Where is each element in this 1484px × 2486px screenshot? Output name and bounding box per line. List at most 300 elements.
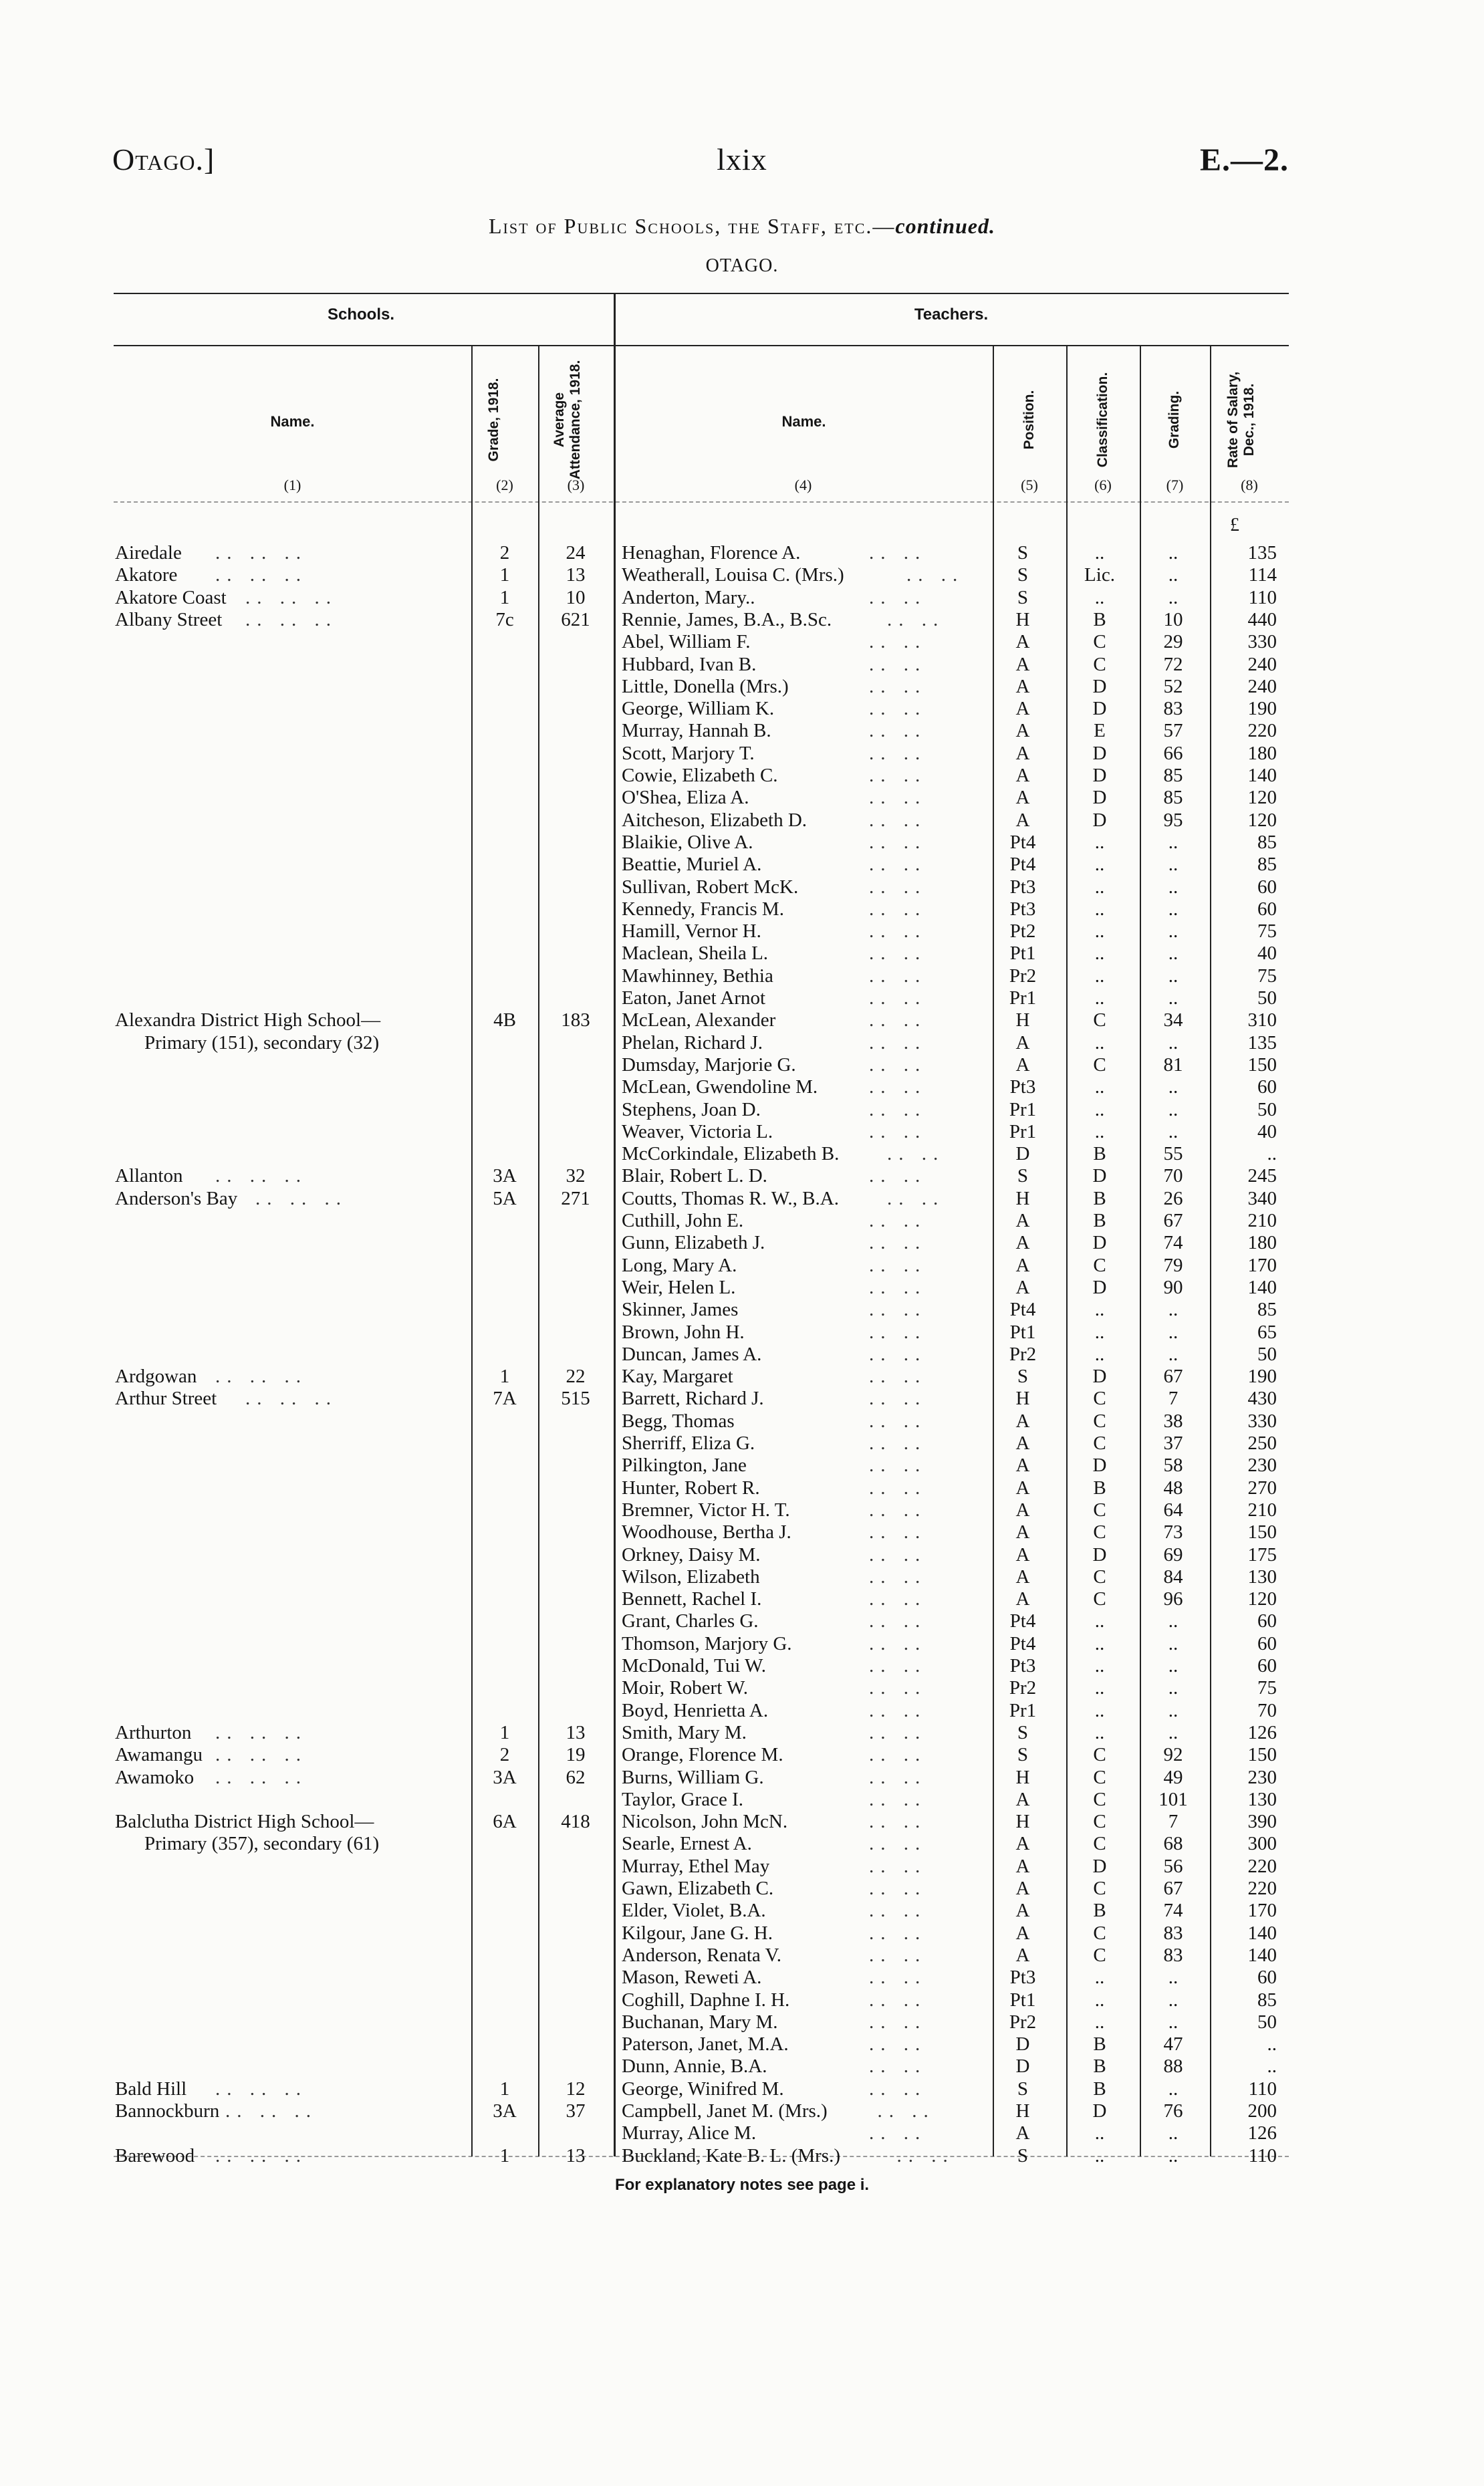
classification-cell: .. bbox=[1094, 1031, 1105, 1053]
leader-dots: .. .. .. bbox=[215, 1766, 307, 1788]
group-rule bbox=[114, 345, 1289, 346]
classification-cell: .. bbox=[1094, 1967, 1105, 1989]
position-cell: A bbox=[1015, 765, 1030, 786]
school-name: Allanton bbox=[115, 1165, 183, 1187]
grading-cell: 90 bbox=[1163, 1276, 1183, 1298]
classification-cell: .. bbox=[1094, 1721, 1105, 1743]
school-name: Anderson's Bay bbox=[115, 1187, 238, 1209]
grading-cell: 101 bbox=[1158, 1788, 1188, 1810]
leader-dots: .. .. bbox=[887, 608, 945, 630]
salary-cell: 75 bbox=[1257, 920, 1277, 943]
classification-cell: D bbox=[1092, 742, 1107, 764]
salary-cell: 270 bbox=[1247, 1477, 1277, 1499]
table-row bbox=[0, 1610, 1484, 1632]
position-cell: S bbox=[1017, 1744, 1029, 1766]
salary-cell: 230 bbox=[1247, 1766, 1277, 1788]
col-classification: Classification. bbox=[1095, 372, 1110, 468]
position-cell: S bbox=[1017, 1721, 1029, 1743]
position-cell: Pt1 bbox=[1009, 1989, 1036, 2011]
attendance-cell: 12 bbox=[566, 2078, 586, 2100]
teacher-name: Hubbard, Ivan B. bbox=[622, 653, 757, 675]
leader-dots: .. .. .. bbox=[215, 2078, 307, 2100]
teacher-name: Gawn, Elizabeth C. bbox=[622, 1878, 774, 1899]
classification-cell: .. bbox=[1094, 831, 1105, 853]
leader-dots: .. .. bbox=[869, 831, 927, 853]
salary-cell: 210 bbox=[1247, 1499, 1277, 1521]
title-main: List of Public Schools, the Staff, etc.— bbox=[489, 214, 896, 238]
teacher-name: McLean, Alexander bbox=[622, 1009, 776, 1031]
school-name: Akatore bbox=[115, 564, 178, 586]
teacher-name: Mason, Reweti A. bbox=[622, 1967, 762, 1989]
table-row bbox=[0, 764, 1484, 787]
table-row bbox=[0, 1387, 1484, 1410]
leader-dots: .. .. bbox=[869, 1254, 927, 1276]
position-cell: H bbox=[1015, 2100, 1030, 2122]
leader-dots: .. .. bbox=[869, 1610, 927, 1632]
table-row bbox=[0, 653, 1484, 676]
grade-cell: 1 bbox=[499, 1721, 510, 1743]
position-cell: A bbox=[1015, 1276, 1030, 1298]
salary-cell: 65 bbox=[1257, 1321, 1277, 1343]
table-row bbox=[0, 1543, 1484, 1566]
salary-cell: 170 bbox=[1247, 1254, 1277, 1276]
teacher-name: Woodhouse, Bertha J. bbox=[622, 1521, 791, 1543]
teacher-name: Rennie, James, B.A., B.Sc. bbox=[622, 608, 832, 630]
school-name: Primary (151), secondary (32) bbox=[144, 1031, 380, 1053]
table-row bbox=[0, 1588, 1484, 1610]
leader-dots: .. .. .. bbox=[245, 608, 338, 630]
position-cell: A bbox=[1015, 2122, 1030, 2144]
table-row bbox=[0, 1632, 1484, 1655]
grading-cell: 55 bbox=[1163, 1143, 1183, 1165]
grading-cell: .. bbox=[1168, 898, 1179, 920]
table-row bbox=[0, 2055, 1484, 2078]
grading-cell: .. bbox=[1168, 2078, 1179, 2100]
grading-cell: 74 bbox=[1163, 1900, 1183, 1922]
leader-dots: .. .. bbox=[896, 2144, 955, 2166]
table-row bbox=[0, 1432, 1484, 1455]
table-row bbox=[0, 2011, 1484, 2033]
grading-cell: .. bbox=[1168, 542, 1179, 564]
grade-cell: 4B bbox=[493, 1009, 516, 1031]
grading-cell: .. bbox=[1168, 1343, 1179, 1365]
table-row bbox=[0, 586, 1484, 609]
salary-cell: .. bbox=[1267, 2056, 1277, 2078]
salary-cell: 330 bbox=[1247, 1410, 1277, 1432]
teacher-name: Pilkington, Jane bbox=[622, 1455, 747, 1477]
classification-cell: D bbox=[1092, 1232, 1107, 1254]
position-cell: H bbox=[1015, 1388, 1030, 1410]
classification-cell: .. bbox=[1094, 1677, 1105, 1699]
classification-cell: D bbox=[1092, 698, 1107, 720]
classification-cell: .. bbox=[1094, 586, 1105, 608]
teacher-name: Nicolson, John McN. bbox=[622, 1811, 788, 1833]
teacher-name: Kennedy, Francis M. bbox=[622, 898, 784, 920]
classification-cell: D bbox=[1092, 1455, 1107, 1477]
col-teacher-name: Name. bbox=[781, 413, 826, 430]
col-grading: Grading. bbox=[1166, 390, 1182, 449]
salary-cell: 130 bbox=[1247, 1788, 1277, 1810]
leader-dots: .. .. bbox=[869, 1232, 927, 1254]
grade-cell: 1 bbox=[499, 564, 510, 586]
leader-dots: .. .. .. bbox=[215, 542, 307, 564]
position-cell: A bbox=[1015, 720, 1030, 742]
grading-cell: 10 bbox=[1163, 608, 1183, 630]
grade-cell: 3A bbox=[493, 2100, 517, 2122]
leader-dots: .. .. .. bbox=[215, 1366, 307, 1388]
teacher-name: Murray, Ethel May bbox=[622, 1855, 770, 1877]
position-cell: Pt3 bbox=[1009, 1076, 1036, 1098]
table-row bbox=[0, 1989, 1484, 2011]
table-row bbox=[0, 1231, 1484, 1254]
salary-cell: 140 bbox=[1247, 765, 1277, 786]
position-cell: D bbox=[1015, 2033, 1030, 2056]
leader-dots: .. .. bbox=[869, 1811, 927, 1833]
grading-cell: 26 bbox=[1163, 1187, 1183, 1209]
table-row bbox=[0, 1076, 1484, 1098]
teacher-name: Skinner, James bbox=[622, 1299, 739, 1321]
teacher-name: Smith, Mary M. bbox=[622, 1721, 747, 1743]
teacher-name: Blair, Robert L. D. bbox=[622, 1165, 767, 1187]
teacher-name: Wilson, Elizabeth bbox=[622, 1566, 760, 1588]
grading-cell: 49 bbox=[1163, 1766, 1183, 1788]
salary-cell: 180 bbox=[1247, 742, 1277, 764]
leader-dots: .. .. bbox=[869, 1009, 927, 1031]
salary-cell: 110 bbox=[1248, 2078, 1277, 2100]
leader-dots: .. .. bbox=[887, 1143, 945, 1165]
teacher-name: Duncan, James A. bbox=[622, 1343, 762, 1365]
table-row bbox=[0, 1187, 1484, 1210]
table-row bbox=[0, 2033, 1484, 2056]
attendance-cell: 183 bbox=[561, 1009, 590, 1031]
teacher-name: Thomson, Marjory G. bbox=[622, 1632, 792, 1654]
classification-cell: .. bbox=[1094, 965, 1105, 987]
group-teachers: Teachers. bbox=[914, 305, 989, 324]
position-cell: Pr1 bbox=[1009, 987, 1037, 1009]
position-cell: D bbox=[1015, 1143, 1030, 1165]
leader-dots: .. .. bbox=[869, 1053, 927, 1076]
leader-dots: .. .. bbox=[869, 720, 927, 742]
grade-cell: 5A bbox=[493, 1187, 517, 1209]
grading-cell: 79 bbox=[1163, 1254, 1183, 1276]
grading-cell: 52 bbox=[1163, 675, 1183, 697]
attendance-cell: 13 bbox=[566, 564, 586, 586]
salary-cell: 330 bbox=[1247, 631, 1277, 653]
salary-cell: 85 bbox=[1257, 831, 1277, 853]
grading-cell: .. bbox=[1168, 831, 1179, 853]
position-cell: A bbox=[1015, 787, 1030, 809]
salary-cell: 120 bbox=[1247, 1588, 1277, 1610]
position-cell: A bbox=[1015, 1566, 1030, 1588]
classification-cell: D bbox=[1092, 765, 1107, 786]
position-cell: S bbox=[1017, 564, 1029, 586]
classification-cell: C bbox=[1093, 1009, 1106, 1031]
leader-dots: .. .. bbox=[869, 2056, 927, 2078]
grading-cell: 73 bbox=[1163, 1521, 1183, 1543]
table-row bbox=[0, 920, 1484, 943]
table-row bbox=[0, 1676, 1484, 1699]
teacher-name: Campbell, Janet M. (Mrs.) bbox=[622, 2100, 828, 2122]
table-row bbox=[0, 1477, 1484, 1499]
salary-cell: 135 bbox=[1247, 1031, 1277, 1053]
leader-dots: .. .. bbox=[869, 1031, 927, 1053]
leader-dots: .. .. bbox=[869, 1433, 927, 1454]
table-row bbox=[0, 1098, 1484, 1121]
leader-dots: .. .. bbox=[869, 965, 927, 987]
leader-dots: .. .. .. bbox=[245, 1388, 338, 1410]
table-row bbox=[0, 1566, 1484, 1588]
table-row bbox=[0, 1721, 1484, 1744]
classification-cell: C bbox=[1093, 1833, 1106, 1855]
salary-cell: 175 bbox=[1247, 1543, 1277, 1566]
classification-cell: .. bbox=[1094, 1632, 1105, 1654]
salary-cell: 220 bbox=[1247, 720, 1277, 742]
grading-cell: .. bbox=[1168, 1721, 1179, 1743]
salary-cell: 40 bbox=[1257, 1120, 1277, 1142]
classification-cell: .. bbox=[1094, 1120, 1105, 1142]
classification-cell: B bbox=[1093, 1187, 1106, 1209]
table-row bbox=[0, 1855, 1484, 1878]
classification-cell: C bbox=[1093, 1766, 1106, 1788]
table-row bbox=[0, 1499, 1484, 1521]
salary-cell: 50 bbox=[1257, 1098, 1277, 1120]
salary-cell: 310 bbox=[1247, 1009, 1277, 1031]
grade-cell: 1 bbox=[499, 1366, 510, 1388]
classification-cell: Lic. bbox=[1084, 564, 1115, 586]
table-row bbox=[0, 2122, 1484, 2144]
leader-dots: .. .. bbox=[869, 1098, 927, 1120]
classification-cell: D bbox=[1092, 1366, 1107, 1388]
position-cell: S bbox=[1017, 2144, 1029, 2166]
leader-dots: .. .. bbox=[906, 564, 965, 586]
classification-cell: .. bbox=[1094, 1098, 1105, 1120]
position-cell: Pr1 bbox=[1009, 1120, 1037, 1142]
table-row bbox=[0, 1966, 1484, 1989]
grading-cell: .. bbox=[1168, 1699, 1179, 1721]
teacher-name: Buchanan, Mary M. bbox=[622, 2011, 778, 2033]
leader-dots: .. .. bbox=[869, 854, 927, 876]
currency-symbol: £ bbox=[1230, 515, 1239, 535]
teacher-name: Brown, John H. bbox=[622, 1321, 745, 1343]
salary-cell: 60 bbox=[1257, 898, 1277, 920]
header-left: Otago.] bbox=[112, 142, 215, 176]
salary-cell: 60 bbox=[1257, 876, 1277, 898]
teacher-name: Cuthill, John E. bbox=[622, 1210, 744, 1231]
salary-cell: 200 bbox=[1247, 2100, 1277, 2122]
grading-cell: .. bbox=[1168, 564, 1179, 586]
col-num-1: (1) bbox=[283, 477, 301, 493]
grading-cell: 95 bbox=[1163, 809, 1183, 831]
attendance-cell: 37 bbox=[566, 2100, 586, 2122]
position-cell: A bbox=[1015, 675, 1030, 697]
position-cell: A bbox=[1015, 631, 1030, 653]
grade-cell: 2 bbox=[499, 542, 510, 564]
leader-dots: .. .. bbox=[869, 1721, 927, 1743]
salary-cell: 220 bbox=[1247, 1855, 1277, 1877]
grading-cell: 7 bbox=[1168, 1811, 1179, 1833]
grading-cell: 68 bbox=[1163, 1833, 1183, 1855]
position-cell: A bbox=[1015, 1788, 1030, 1810]
classification-cell: D bbox=[1092, 675, 1107, 697]
table-row bbox=[0, 2078, 1484, 2100]
classification-cell: .. bbox=[1094, 2144, 1105, 2166]
group-schools: Schools. bbox=[327, 305, 395, 324]
grading-cell: .. bbox=[1168, 1632, 1179, 1654]
leader-dots: .. .. bbox=[869, 1210, 927, 1231]
leader-dots: .. .. .. bbox=[245, 586, 338, 608]
header-bottom-rule bbox=[114, 501, 1289, 503]
leader-dots: .. .. .. bbox=[215, 1721, 307, 1743]
table-row bbox=[0, 1699, 1484, 1722]
position-cell: Pt1 bbox=[1009, 1321, 1036, 1343]
attendance-cell: 418 bbox=[561, 1811, 590, 1833]
grading-cell: .. bbox=[1168, 965, 1179, 987]
grading-cell: 64 bbox=[1163, 1499, 1183, 1521]
position-cell: Pt3 bbox=[1009, 1967, 1036, 1989]
grading-cell: .. bbox=[1168, 1321, 1179, 1343]
page-title bbox=[0, 214, 1484, 239]
leader-dots: .. .. bbox=[869, 1878, 927, 1899]
salary-cell: 126 bbox=[1247, 2122, 1277, 2144]
table-row bbox=[0, 1521, 1484, 1543]
position-cell: A bbox=[1015, 1499, 1030, 1521]
grade-cell: 3A bbox=[493, 1766, 517, 1788]
position-cell: A bbox=[1015, 1878, 1030, 1899]
table-row bbox=[0, 1922, 1484, 1945]
col-position: Position. bbox=[1021, 390, 1037, 450]
leader-dots: .. .. bbox=[869, 1120, 927, 1142]
salary-cell: 75 bbox=[1257, 965, 1277, 987]
teacher-name: Moir, Robert W. bbox=[622, 1677, 748, 1699]
region-heading: OTAGO. bbox=[705, 255, 779, 276]
classification-cell: D bbox=[1092, 1165, 1107, 1187]
leader-dots: .. .. bbox=[869, 2033, 927, 2056]
school-name: Bald Hill bbox=[115, 2078, 187, 2100]
teacher-name: Bremner, Victor H. T. bbox=[622, 1499, 790, 1521]
table-row bbox=[0, 1766, 1484, 1789]
leader-dots: .. .. .. bbox=[255, 1187, 348, 1209]
teacher-name: Grant, Charles G. bbox=[622, 1610, 759, 1632]
school-name: Alexandra District High School— bbox=[115, 1009, 381, 1031]
teacher-name: Blaikie, Olive A. bbox=[622, 831, 753, 853]
position-cell: A bbox=[1015, 698, 1030, 720]
attendance-cell: 10 bbox=[566, 586, 586, 608]
position-cell: Pt4 bbox=[1009, 831, 1036, 853]
leader-dots: .. .. bbox=[869, 1499, 927, 1521]
table-row bbox=[0, 1142, 1484, 1165]
classification-cell: C bbox=[1093, 1521, 1106, 1543]
salary-cell: 140 bbox=[1247, 1922, 1277, 1944]
salary-cell: 220 bbox=[1247, 1878, 1277, 1899]
salary-cell: 140 bbox=[1247, 1276, 1277, 1298]
position-cell: Pr2 bbox=[1009, 965, 1037, 987]
position-cell: H bbox=[1015, 1766, 1030, 1788]
teacher-name: Anderson, Renata V. bbox=[622, 1944, 781, 1966]
teacher-name: Maclean, Sheila L. bbox=[622, 943, 769, 965]
col-grade: Grade, 1918. bbox=[486, 378, 501, 462]
classification-cell: .. bbox=[1094, 542, 1105, 564]
position-cell: A bbox=[1015, 1477, 1030, 1499]
leader-dots: .. .. bbox=[869, 1967, 927, 1989]
grading-cell: 57 bbox=[1163, 720, 1183, 742]
salary-cell: 135 bbox=[1247, 542, 1277, 564]
grade-cell: 2 bbox=[499, 1744, 510, 1766]
table-row bbox=[0, 786, 1484, 809]
position-cell: A bbox=[1015, 1900, 1030, 1922]
teacher-name: Abel, William F. bbox=[622, 631, 751, 653]
leader-dots: .. .. bbox=[869, 876, 927, 898]
teacher-name: Little, Donella (Mrs.) bbox=[622, 675, 789, 697]
salary-cell: 340 bbox=[1247, 1187, 1277, 1209]
position-cell: S bbox=[1017, 542, 1029, 564]
col-num-7: (7) bbox=[1166, 477, 1184, 493]
grading-cell: 7 bbox=[1168, 1388, 1179, 1410]
teacher-name: Weaver, Victoria L. bbox=[622, 1120, 773, 1142]
salary-cell: 60 bbox=[1257, 1655, 1277, 1676]
leader-dots: .. .. bbox=[869, 1588, 927, 1610]
table-row bbox=[0, 564, 1484, 586]
classification-cell: .. bbox=[1094, 876, 1105, 898]
leader-dots: .. .. bbox=[869, 898, 927, 920]
table-row bbox=[0, 2100, 1484, 2122]
grading-cell: 67 bbox=[1163, 1366, 1183, 1388]
classification-cell: C bbox=[1093, 1788, 1106, 1810]
classification-cell: C bbox=[1093, 653, 1106, 675]
school-name: Primary (357), secondary (61) bbox=[144, 1833, 380, 1855]
grading-cell: 96 bbox=[1163, 1588, 1183, 1610]
table-row bbox=[0, 608, 1484, 631]
school-name: Albany Street bbox=[115, 608, 223, 630]
table-body bbox=[0, 541, 1484, 2166]
grading-cell: 29 bbox=[1163, 631, 1183, 653]
leader-dots: .. .. bbox=[869, 1900, 927, 1922]
table-row bbox=[0, 1053, 1484, 1076]
classification-cell: D bbox=[1092, 1276, 1107, 1298]
salary-cell: 180 bbox=[1247, 1232, 1277, 1254]
grading-cell: .. bbox=[1168, 1677, 1179, 1699]
salary-cell: 60 bbox=[1257, 1076, 1277, 1098]
salary-cell: 230 bbox=[1247, 1455, 1277, 1477]
classification-cell: .. bbox=[1094, 987, 1105, 1009]
table-row bbox=[0, 1009, 1484, 1031]
grading-cell: 92 bbox=[1163, 1744, 1183, 1766]
table-top-rule bbox=[114, 293, 1289, 294]
teacher-name: Barrett, Richard J. bbox=[622, 1388, 764, 1410]
leader-dots: .. .. bbox=[869, 1677, 927, 1699]
school-name: Akatore Coast bbox=[115, 586, 227, 608]
table-row bbox=[0, 1209, 1484, 1232]
position-cell: Pt4 bbox=[1009, 1610, 1036, 1632]
salary-cell: 60 bbox=[1257, 1610, 1277, 1632]
classification-cell: C bbox=[1093, 1388, 1106, 1410]
grading-cell: .. bbox=[1168, 1967, 1179, 1989]
table-row bbox=[0, 898, 1484, 920]
col-num-6: (6) bbox=[1094, 477, 1112, 493]
position-cell: Pt4 bbox=[1009, 854, 1036, 876]
attendance-cell: 13 bbox=[566, 1721, 586, 1743]
grading-cell: .. bbox=[1168, 2122, 1179, 2144]
attendance-cell: 13 bbox=[566, 2144, 586, 2166]
leader-dots: .. .. bbox=[869, 987, 927, 1009]
teacher-name: McLean, Gwendoline M. bbox=[622, 1076, 818, 1098]
leader-dots: .. .. bbox=[869, 653, 927, 675]
classification-cell: D bbox=[1092, 787, 1107, 809]
leader-dots: .. .. bbox=[869, 1699, 927, 1721]
table-row bbox=[0, 675, 1484, 698]
position-cell: A bbox=[1015, 742, 1030, 764]
teacher-name: Aitcheson, Elizabeth D. bbox=[622, 809, 808, 831]
salary-cell: 190 bbox=[1247, 1366, 1277, 1388]
